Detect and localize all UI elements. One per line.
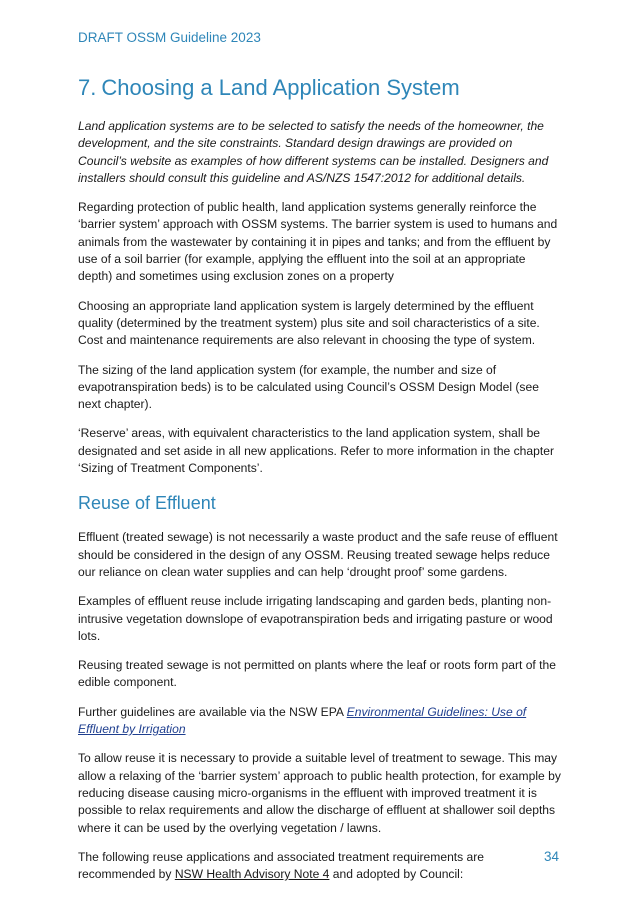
paragraph-reserve-areas: ‘Reserve’ areas, with equivalent characteristics to the land application system, shall be designated and set aside in all new applications. Refer to more information in the chapter ‘Sizing of Treatment Components’.	[78, 426, 554, 476]
final-prefix: The following reuse applications and associated treatment requirements are recommended by	[78, 849, 485, 882]
paragraph-further-guidelines	[78, 704, 562, 739]
paragraph-effluent-waste: Effluent (treated sewage) is not necessarily a waste product and the safe reuse of effluent should be considered in the design of any OSSM. Reusing treated sewage helps reduce our reliance on clean water supplies and can help ‘drought proof’ some gardens.	[78, 530, 558, 579]
paragraph-sizing: The sizing of the land application system (for example, the number and size of evapotranspiration beds) is to be calculated using Council’s OSSM Design Model (see next chapter).	[78, 362, 539, 412]
guidelines-prefix: Further guidelines are available via the NSW EPA	[78, 704, 347, 719]
paragraph-reuse-applications	[78, 849, 562, 884]
epa-guidelines-link[interactable]: Environmental Guidelines: Use of Effluent by Irrigation	[78, 704, 527, 737]
section-number: 7.	[78, 75, 97, 100]
paragraph-reuse-examples: Examples of effluent reuse include irrigating landscaping and garden beds, planting non-intrusive vegetation downslope of evapotranspiration beds and irrigating pasture or wood lots.	[78, 594, 553, 643]
page-number: 34	[543, 849, 559, 864]
page-content	[78, 74, 562, 895]
section-title: Choosing a Land Application System	[101, 75, 460, 100]
running-header: DRAFT OSSM Guideline 2023	[78, 30, 261, 45]
subsection-heading: Reuse of Effluent	[78, 493, 216, 514]
paragraph-reuse-restriction: Reusing treated sewage is not permitted on plants where the leaf or roots form part of the edible component.	[78, 658, 556, 690]
paragraph-treatment-level: To allow reuse it is necessary to provide a suitable level of treatment to sewage. This may allow a relaxing of the ‘barrier system’ approach to public health protection, for example by reducing disease causing micro-organisms in the effluent with improved treatment it is possible to relax requirements and allow the discharge of effluent at shallower soil depths where it can be used by the overlying vegetation / lawns.	[78, 751, 561, 835]
section-heading	[78, 74, 562, 102]
final-suffix: and adopted by Council:	[329, 867, 464, 882]
paragraph-choosing-system: Choosing an appropriate land application system is largely determined by the effluent quality (determined by the treatment system) plus site and soil characteristics of a site. Cost and maintenance requirements are also relevant in choosing the type of system.	[78, 298, 540, 348]
nsw-health-advisory-link[interactable]: NSW Health Advisory Note 4	[174, 867, 330, 882]
paragraph-barrier-system: Regarding protection of public health, land application systems generally reinforce the ‘barrier system’ approach with OSSM systems. The barrier system is used to humans and animals from the wastewater by containing it in pipes and tanks; and from the effluent by use of a soil barrier (for example, applying the effluent into the soil at an appropriate depth) and sometimes using exclusion zones on a property	[78, 200, 558, 284]
section-intro: Land application systems are to be selected to satisfy the needs of the homeowner, the development, and the site constraints. Standard design drawings are provided on Council’s website as examples of how different systems can be installed. Designers and installers should consult this guideline and AS/NZS 1547:2012 for additional details.	[78, 119, 549, 185]
